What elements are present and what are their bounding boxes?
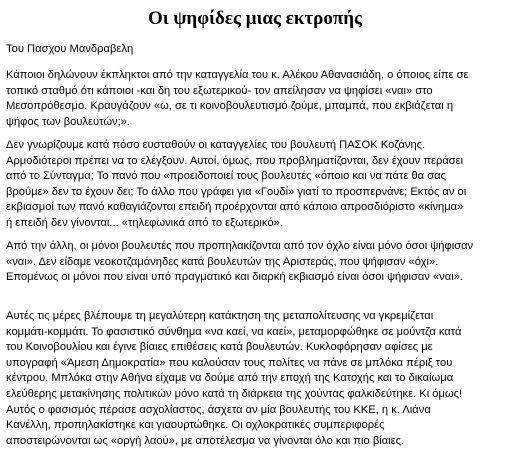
paragraph-line: Αυτός ο φασισμός πέρασε ασχολίαστος, άσχετα αν μία βουλευτής του ΚΚΕ, η κ. Λιάνα	[6, 403, 431, 416]
paragraph-line: Κανέλλη, προπηλακίστηκε και γιαουρτώθηκε. Οι οχλοκρατικές συμπεριφορές	[6, 419, 385, 432]
paragraph-line: Από την άλλη, οι μόνοι βουλευτές που προπηλακίζονται από τον όχλο είναι μόνο όσοι ψήφισαν	[6, 240, 474, 252]
article-paragraph	[6, 138, 510, 232]
paragraph-line: κομμάτι-κομμάτι. Το φασιστικό σύνθημα «να καεί, να καεί», μεταμορφώθηκε σε μούντζα κατά	[6, 325, 462, 338]
article-paragraph	[6, 68, 510, 130]
article-paragraph	[6, 309, 510, 449]
paragraph-line: Αυτές τις μέρες βλέπουμε τη μεγαλύτερη κατάκτηση της μεταπολίτευσης να γκρεμίζεται	[6, 310, 434, 322]
paragraph-line: υπογραφή «Άμεση Δημοκρατία» που καλούσαν τους πολίτες να πάνε σε μπλόκα πέριξ του	[6, 356, 453, 369]
article-title: Οι ψηφίδες μιας εκτροπής	[147, 8, 363, 29]
paragraph-line: ψήφος των βουλευτών;».	[6, 115, 131, 128]
paragraph-line: εκβιασμοί των πανό καθαγιάζονται επειδή προέρχονται από κάποιο απροσδιόριστο «κίνημα»	[6, 201, 464, 214]
paragraph-line: Δεν γνωρίζουμε κατά πόσο ευσταθούν οι καταγγελίες του βουλευτή ΠΑΣΟΚ Κοζάνης.	[6, 139, 426, 151]
paragraph-line: κέντρου. Μπλόκα στην Αθήνα είχαμε να δούμε από την εποχή της Κατοχής και το δικαίωμα	[6, 372, 454, 385]
paragraph-line: ελεύθερης μετακίνησης πολιτικών μόνο κατά τη διάρκεια της χούντας φαλκιδεύτηκε. Κι όμως!	[6, 387, 463, 400]
paragraph-line: Μεσοπρόθεσμο. Κραυγάζουν «ω, σε τι κοινοβουλευτισμό ζούμε, μπαμπά, που εκβιάζεται η	[6, 100, 454, 113]
paragraph-line: Κάποιοι δηλώνουν έκπληκτοι από την καταγγελία του κ. Αλέκου Αθανασιάδη, ο όποιος είπε σε	[6, 69, 469, 81]
paragraph-line: του Κοινοβουλίου και έγινε βίαιες επιθέσεις κατά βουλευτών. Κυκλοφόρησαν αφίσες με	[6, 341, 433, 354]
paragraph-line: Επομένως οι μόνοι που είναι υπό πραγματικό και διαρκή εκβιασμό είναι όσοι ψήφισαν «ναι».	[6, 271, 463, 284]
paragraph-line: από το Σύνταγμα; Το πανό που «προειδοποιεί τους βουλευτές «όποιο και να πάτε θα σας	[6, 170, 446, 183]
paragraph-line: Αρμοδιότεροι πρέπει να το ελέγξουν. Αυτοί, όμως, που προβληματίζονται, δεν έχουν περάσει	[6, 154, 464, 167]
paragraph-line: αποστειρώνονται ως «οργή λαού», με αποτέλεσμα να γίνονται όλο και πιο βίαιες.	[6, 434, 405, 447]
paragraph-line: ή επειδή δεν γίνονται... «τηλεφωνικά από το εξωτερικό».	[6, 216, 283, 229]
article-paragraph	[6, 239, 510, 286]
paragraph-line: «ναι». Δεν είδαμε νεοκοτζαμάνηδες κατά βουλευτών της Αριστεράς, που ψήφισαν «όχι».	[6, 255, 439, 268]
paragraph-line: τοπικό σταθμό ότι κάποιοι -και δη του εξωτερικού- τον απείλησαν να ψηφίσει «ναι» στο	[6, 84, 433, 97]
paragraph-line: βρούμε» δεν το έχουν δει; Το άλλο που γράφει για «Γουδί» γιατί το προσπερνάνε; Εκτός αν οι	[6, 185, 467, 198]
article-author: Του Πασχου Μανδραβελη	[6, 43, 134, 55]
